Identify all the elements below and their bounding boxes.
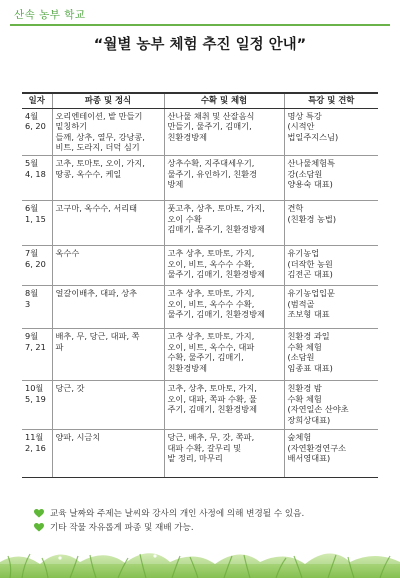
date-cell: 11월 2, 16: [22, 430, 52, 478]
planting-cell: 당근, 갓: [52, 381, 164, 430]
lecture-cell: 친환경 밤 수확 체험 (자연일손 산야초 장희상대표): [284, 381, 378, 430]
table-row: [22, 286, 378, 329]
planting-cell: 양파, 시금치: [52, 430, 164, 478]
planting-cell: 얼갈이배추, 대파, 상추: [52, 286, 164, 329]
date-cell: 5월 4, 18: [22, 156, 52, 201]
date-cell: 8월 3: [22, 286, 52, 329]
planting-cell: 배추, 무, 당근, 대파, 쪽 파: [52, 329, 164, 381]
lecture-cell: 친환경 과일 수확 체험 (소담원 임종표 대표): [284, 329, 378, 381]
planting-cell: 옥수수: [52, 246, 164, 286]
date-cell: 10월 5, 19: [22, 381, 52, 430]
lecture-cell: 유기농업 (더작한 농원 김전곤 대표): [284, 246, 378, 286]
heart-icon: [34, 509, 44, 518]
column-header-date: 일자: [22, 93, 52, 108]
harvest-cell: 고추 상추, 토마토, 가지, 오이, 비트, 옥수수 수확, 물주기, 김매기, 친환경방제: [164, 286, 284, 329]
lecture-cell: 산나물체험특 강(소담원 양용숙 대표): [284, 156, 378, 201]
column-header-harvest: 수확 및 체험: [164, 93, 284, 108]
lecture-cell: 숲체험 (자연환경연구소 배서영대표): [284, 430, 378, 478]
header-divider: [10, 24, 390, 26]
date-cell: 6월 1, 15: [22, 201, 52, 246]
column-header-lecture: 특강 및 견학: [284, 93, 378, 108]
planting-cell: 고추, 토마토, 오이, 가지, 땅콩, 옥수수, 케일: [52, 156, 164, 201]
date-cell: 7월 6, 20: [22, 246, 52, 286]
harvest-cell: 당근, 배추, 무, 갓, 쪽파, 대파 수확, 갈무리 및 밭 정리, 마무리: [164, 430, 284, 478]
note-item: [34, 506, 304, 520]
planting-cell: 오리엔테이션, 밭 만들기 밑칭하기 들깨, 상추, 열무, 강낭콩, 비트, 도라지, 더덕 심기: [52, 108, 164, 156]
table-row: [22, 381, 378, 430]
table-body: [22, 108, 378, 478]
table-row: [22, 156, 378, 201]
table-row: [22, 108, 378, 156]
harvest-cell: 산나물 채취 및 산잘음식 만들기, 물주기, 김매기, 친환경방제: [164, 108, 284, 156]
table-row: [22, 246, 378, 286]
grass-decoration: [0, 528, 400, 578]
harvest-cell: 상추수확, 지주대세우기, 물주기, 유인하기, 친환경 방제: [164, 156, 284, 201]
harvest-cell: 고추 상추, 토마토, 가지, 오이, 비트, 옥수수 수확, 물주기, 김매기, 친환경방제: [164, 246, 284, 286]
schedule-table: [22, 92, 378, 478]
table-row: [22, 329, 378, 381]
header-row: [22, 93, 378, 108]
table-row: [22, 201, 378, 246]
lecture-cell: 명상 특강 (시적안 법일주지스님): [284, 108, 378, 156]
date-cell: 4월 6, 20: [22, 108, 52, 156]
lecture-cell: 견학 (친환경 농법): [284, 201, 378, 246]
lecture-cell: 유기농업입문 (범적골 조보형 대표: [284, 286, 378, 329]
column-header-planting: 파종 및 정식: [52, 93, 164, 108]
document-title: “월별 농부 체험 추진 일정 안내”: [93, 37, 307, 53]
harvest-cell: 풋고추, 상추, 토마토, 가지, 오이 수확 김매기, 물주기, 친환경방제: [164, 201, 284, 246]
school-name: 산속 농부 학교: [14, 9, 86, 21]
note-text: 교육 날짜와 주제는 날씨와 강사의 개인 사정에 의해 변경될 수 있음.: [50, 509, 305, 519]
note-text: 기타 작물 자유롭게 파종 및 재배 가능.: [50, 523, 194, 533]
table-row: [22, 430, 378, 478]
planting-cell: 고구마, 옥수수, 서리태: [52, 201, 164, 246]
harvest-cell: 고추 상추, 토마토, 가지, 오이, 비트, 옥수수, 대파 수확, 물주기, 김매기, 친환경방제: [164, 329, 284, 381]
date-cell: 9월 7, 21: [22, 329, 52, 381]
harvest-cell: 고추, 상추, 토마토, 가지, 오이, 대파, 쪽파 수확, 물 주기, 김매기, 친환경방제: [164, 381, 284, 430]
table-header: [22, 93, 378, 108]
